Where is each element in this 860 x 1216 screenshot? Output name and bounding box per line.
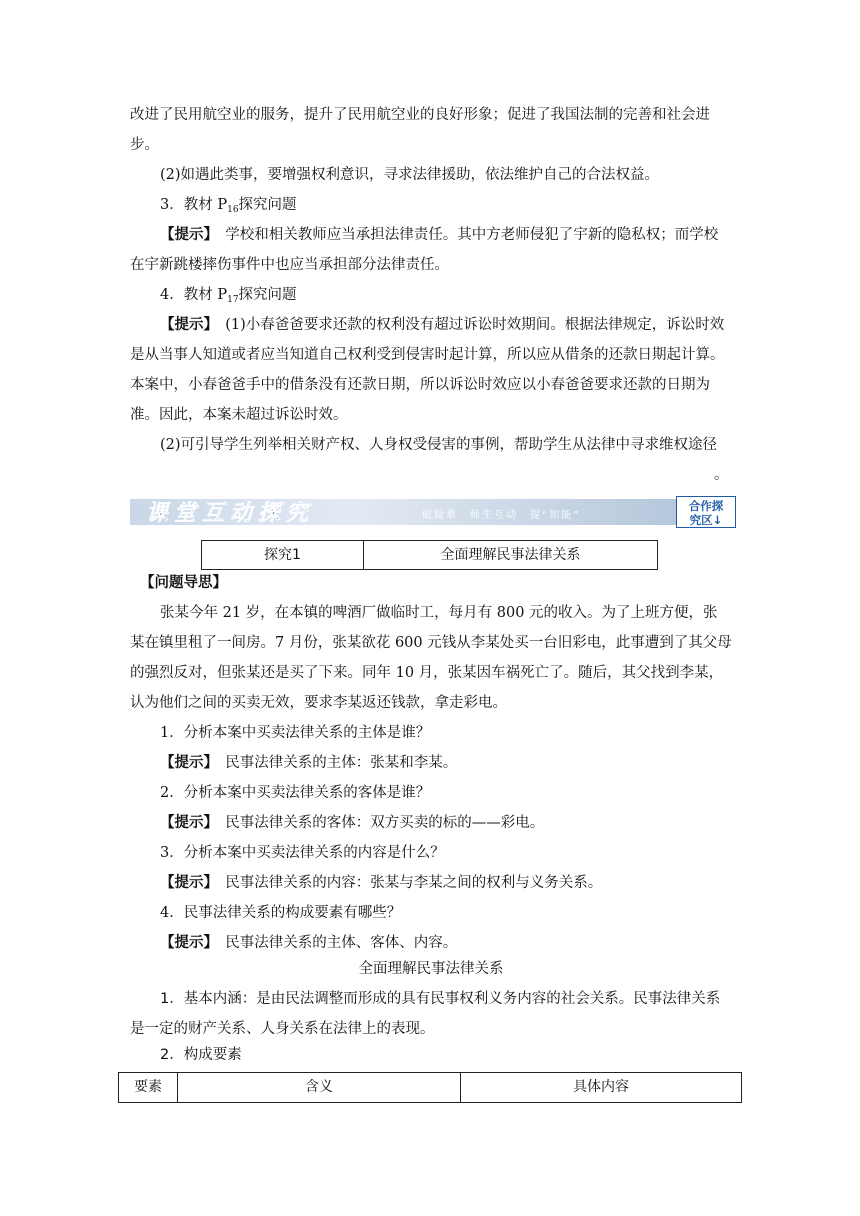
guidance-text: (2)可引导学生列举相关财产权、人身权受侵害的事例，帮助学生从法律中寻求维权途径 (160, 437, 718, 453)
ref-page-number: 17 (227, 295, 239, 305)
tip-paragraph-p17 (130, 310, 732, 430)
point-1-text: 是由民法调整而形成的具有民事权利义务内容的社会关系。民事法律关系是一定的财产关系、人身关系在法律上的表现。 (130, 991, 721, 1037)
table-header-meaning: 含义 (178, 1073, 461, 1102)
tip-text: (1)小春爸爸要求还款的权利没有超过诉讼时效期间。根据法律规定，诉讼时效是从当事人知道或者应当知道自己权利受到侵害时起计算，所以应从借条的还款日期起计算。本案中，小春爸爸手中的借条没有还款日期，所以诉讼时效应以小春爸爸要求还款的日期为准。因此，本案未超过诉讼时效。 (130, 317, 725, 423)
ref-suffix: 探究问题 (238, 197, 297, 213)
answer-paragraph-2: (2)如遇此类事，要增强权利意识，寻求法律援助，依法维护自己的合法权益。 (160, 167, 660, 183)
tip-label: 【提示】 (160, 317, 211, 333)
textbook-ref-p17 (130, 280, 732, 310)
table-header-element: 要素 (119, 1073, 178, 1102)
answer-paragraph-guidance (130, 430, 732, 460)
answer-2 (130, 808, 732, 838)
ref-prefix: 3．教材 P (160, 197, 228, 213)
point-1-label: 1．基本内涵： (160, 991, 257, 1007)
answer-text: 民事法律关系的主体：张某和李某。 (225, 755, 458, 771)
elements-table (118, 1072, 742, 1103)
banner-tag (676, 496, 736, 528)
question-2: 2．分析本案中买卖法律关系的客体是谁？ (160, 785, 431, 801)
tip-text: 学校和相关教师应当承担法律责任。其中方老师侵犯了宇新的隐私权；而学校在宇新跳楼摔伤事件中也应当承担部分法律责任。 (130, 227, 719, 273)
tip-label: 【提示】 (160, 755, 211, 771)
question-3: 3．分析本案中买卖法律关系的内容是什么？ (160, 845, 445, 861)
tip-label: 【提示】 (160, 935, 211, 951)
ref-suffix: 探究问题 (238, 287, 297, 303)
case-heading: 【问题导思】 (140, 575, 227, 591)
point-2: 2．构成要素 (160, 1047, 242, 1063)
banner-tag-line2: 究区↓ (689, 513, 723, 527)
textbook-ref-p16 (130, 190, 732, 220)
answer-text: 民事法律关系的客体：双方买卖的标的——彩电。 (225, 815, 545, 831)
tip-label: 【提示】 (160, 875, 211, 891)
answer-text: 民事法律关系的内容：张某与李某之间的权利与义务关系。 (225, 875, 603, 891)
tip-label: 【提示】 (160, 227, 211, 243)
explore-header-table (201, 540, 658, 570)
explore-label: 探究1 (202, 541, 364, 569)
trailing-period: 。 (714, 467, 729, 483)
table-header-content: 具体内容 (573, 1079, 629, 1095)
section-banner (130, 496, 738, 530)
point-1 (130, 984, 732, 1044)
answer-text: 民事法律关系的主体、客体、内容。 (225, 935, 458, 951)
question-1: 1．分析本案中买卖法律关系的主体是谁？ (160, 725, 431, 741)
ref-prefix: 4．教材 P (160, 287, 228, 303)
question-4: 4．民事法律关系的构成要素有哪些？ (160, 905, 402, 921)
case-text: 张某今年 21 岁，在本镇的啤酒厂做临时工，每月有 800 元的收入。为了上班方便，张某在镇里租了一间房。7 月份，张某欲花 600 元钱从李某处买一台旧彩电，此事遭到了其父母的强烈反对，但张某还是买了下来。同年 10 月，张某因车祸死亡了。随后，其父找到李某，认为他们之间的买卖无效，要求李某返还钱款，拿走彩电。 (130, 605, 732, 711)
answer-paragraph-1: 改进了民用航空业的服务，提升了民用航空业的良好形象；促进了我国法制的完善和社会进步。 (130, 107, 710, 153)
answer-1 (130, 748, 732, 778)
tip-label: 【提示】 (160, 815, 211, 831)
banner-tag-line1: 合作探 (688, 499, 724, 513)
ref-page-number: 16 (227, 205, 239, 215)
section-title: 全面理解民事法律关系 (358, 961, 504, 977)
answer-3 (130, 868, 732, 898)
banner-title: 课堂互动探究 (146, 500, 315, 526)
explore-title: 全面理解民事法律关系 (440, 547, 581, 563)
banner-slogan: 破疑难 师生互动 提“知能” (422, 510, 581, 521)
tip-paragraph-p16 (130, 220, 732, 280)
